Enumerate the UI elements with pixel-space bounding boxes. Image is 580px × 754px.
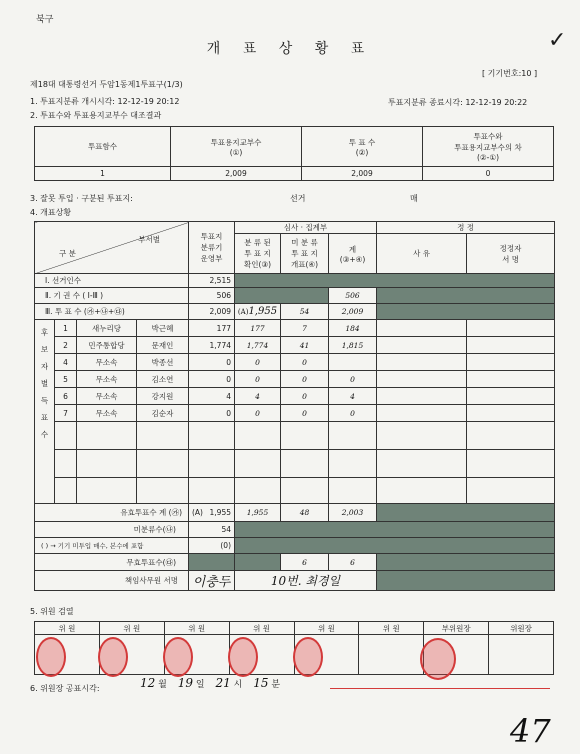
candidate-row: 6 무소속 강지원 4 4 0 4 [35, 388, 555, 405]
red-underline [330, 688, 550, 689]
seal-stamp [98, 637, 128, 677]
election-label: 제18대 대통령선거 두암1동제1투표구(1/3) [30, 80, 183, 89]
section3-sheets: 매 [410, 194, 418, 203]
comparison-table [34, 126, 554, 181]
candidate-row: 7 무소속 김순자 0 0 0 0 [35, 405, 555, 422]
unclassified-row: 미분류수(㉯) 54 [35, 522, 555, 538]
count-table [34, 221, 555, 591]
member-header: 위 원 [164, 622, 229, 635]
candidate-row: 2 민주통합당 문재인 1,774 1,774 41 1,815 [35, 337, 555, 354]
candidate-side-label: 후 보 자 별 득 표 수 [35, 320, 55, 504]
voters-row: Ⅰ. 선거인수 2,515 [35, 274, 555, 288]
total-header: 계 (③+④) [329, 234, 377, 274]
section4-label: 4. 개표상황 [30, 208, 72, 217]
empty-row [35, 478, 555, 504]
seal-stamp [36, 637, 66, 677]
signature-row: 책임사무원 서명 이충두 10번. 최경일 [35, 571, 555, 591]
issued-header: 투표용지교부수 (①) [171, 127, 302, 167]
member-header: 위 원 [35, 622, 100, 635]
section3-election: 선거 [290, 194, 306, 203]
gubun-header: 구 분 부서별 [35, 222, 189, 274]
ballot-box-count: 1 [35, 167, 171, 181]
page-number: 47 [510, 712, 551, 750]
member-header: 위 원 [229, 622, 294, 635]
district-label: 북구 [36, 15, 54, 25]
device-number: [ 기기번호:10 ] [482, 69, 538, 78]
issued-count: 2,009 [171, 167, 302, 181]
review-header: 심사 · 집계부 [235, 222, 377, 234]
section3-label: 3. 잘못 투입 · 구분된 투표지: [30, 194, 133, 203]
valid-votes-row: 유효투표수 계 (㉮) (A) 1,955 1,955 48 2,003 [35, 504, 555, 522]
member-header: 위 원 [294, 622, 359, 635]
seal-stamp [163, 637, 193, 677]
diff-count: 0 [423, 167, 554, 181]
seal-stamp [228, 637, 258, 677]
sort-end-time: 투표지분류 종료시각: 12-12-19 20:22 [388, 98, 528, 107]
signer-header: 정정자 서 명 [467, 234, 555, 274]
machine-header: 투표지 분류기 운영부 [189, 222, 235, 274]
section6-label: 6. 위원장 공표시각: [30, 684, 100, 693]
section5-label: 5. 위원 검열 [30, 607, 74, 616]
vice-chair-header: 부위원장 [424, 622, 489, 635]
reason-header: 사 유 [377, 234, 467, 274]
note-row: ( ) → 기기 미투입 매수, 본수에 포함 (0) [35, 538, 555, 554]
section2-label: 2. 투표수와 투표용지교부수 대조결과 [30, 111, 162, 120]
candidate-row: 4 무소속 박종선 0 0 0 [35, 354, 555, 371]
empty-row [35, 422, 555, 450]
seal-stamp [420, 638, 456, 680]
votes-count: 2,009 [302, 167, 423, 181]
abstain-row: Ⅱ. 기 권 수 ( Ⅰ-Ⅲ ) 506 506 [35, 288, 555, 304]
seal-stamp [293, 637, 323, 677]
diff-header: 투표수와 투표용지교부수의 차 (②-①) [423, 127, 554, 167]
sort-start-time: 1. 투표지분류 개시시각: 12-12-19 20:12 [30, 97, 180, 106]
check-mark: ✓ [548, 28, 567, 53]
classified-header: 분 류 된 투 표 지 확인(③) [235, 234, 281, 274]
empty-row [35, 450, 555, 478]
member-header: 위 원 [359, 622, 424, 635]
page-title: 개 표 상 황 표 [206, 41, 374, 57]
member-header: 위 원 [99, 622, 164, 635]
unclassified-header: 미 분 류 투 표 지 개표(④) [281, 234, 329, 274]
votes-header: 투 표 수 (②) [302, 127, 423, 167]
candidate-row: 5 무소속 김소연 0 0 0 0 [35, 371, 555, 388]
chair-header: 위원장 [489, 622, 554, 635]
candidate-row: 후 보 자 별 득 표 수 1 새누리당 박근혜 177 177 7 184 [35, 320, 555, 337]
correction-header: 정 정 [377, 222, 555, 234]
ballot-box-header: 투표함수 [35, 127, 171, 167]
votes-row: Ⅲ. 투 표 수 (㉮+㉯+㉰) 2,009 (A)1,955 54 2,009 [35, 304, 555, 320]
invalid-row: 무효투표수(㉰) 6 6 [35, 554, 555, 571]
announce-time: 12 월 19 일 21 시 15 분 [140, 676, 281, 690]
